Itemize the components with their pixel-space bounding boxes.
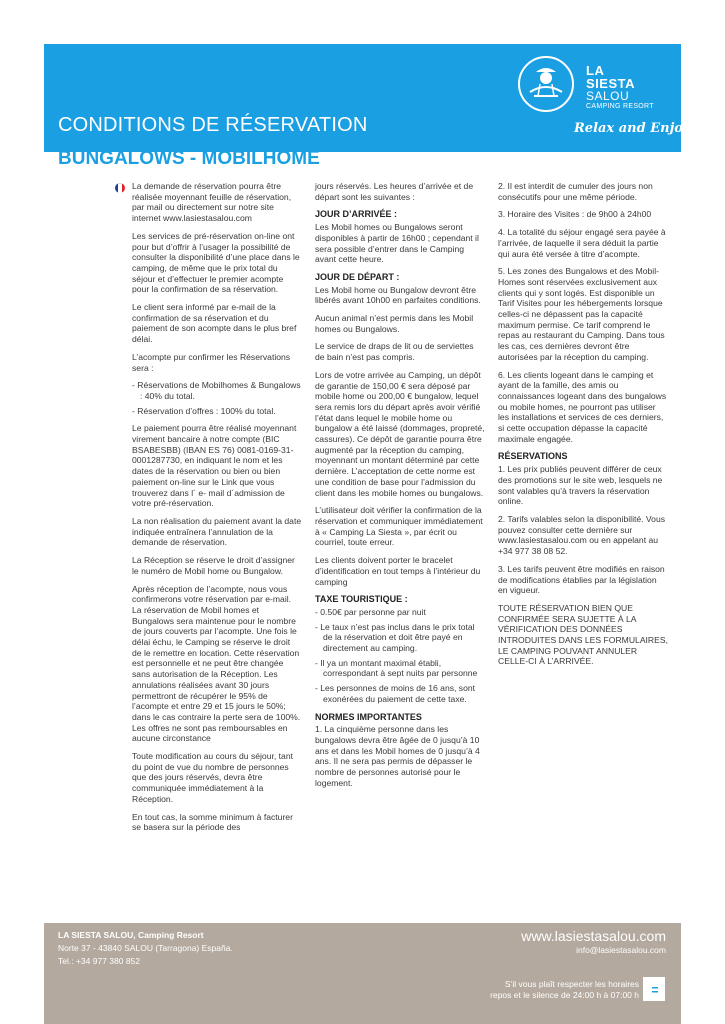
paragraph: Le service de draps de lit ou de serviettes de bain n’est pas compris. — [315, 341, 474, 363]
footer-quiet-hours-line1: S’il vous plaît respecter les horaires — [504, 979, 639, 989]
paragraph: La Réception se réserve le droit d’assigner le numéro de Mobil home ou Bungalow. — [132, 555, 295, 576]
paragraph: Le client sera informé par e-mail de la confirmation de sa réservation et du paiement de son acompte dans le plus bref délai. — [132, 302, 297, 345]
paragraph: Aucun animal n’est permis dans les Mobil homes ou Bungalows. — [315, 313, 474, 334]
column-2 — [315, 181, 485, 795]
deposit-list — [132, 380, 302, 416]
paragraph: Les clients doivent porter le bracelet d’identification en tout temps à l’intérieur du camping — [315, 555, 481, 587]
paragraph: Après réception de l’acompte, nous vous confirmerons votre réservation par e-mail. La réservation de Mobil homes et Bungalows sera maintenue pour le nombre de jours couverts par l’acompte. Une fois le délai échu, le Camping se réserve le droit de le remettre en location. Cette réservation est personnelle et ne peut être changée sans autorisation de la Réception. Les annulations réalisées avant 30 jours permettront de récupérer le 95% de l’acompte et entre 29 et 15 jours le 50%; dans le cas contraire la perte sera de 100%. Les offres ne sont pas remboursables en aucune circonstance — [132, 583, 301, 744]
paragraph: 3. Horaire des Visites : de 9h00 à 24h00 — [498, 209, 652, 220]
paragraph: 4. La totalité du séjour engagé sera payée à l’arrivée, de laquelle il sera déduit la partie qui aura été versée à titre d’acompte. — [498, 227, 666, 259]
footer-quiet-hours-line2: repos et le silence de 24:00 h à 07:00 h — [490, 990, 639, 1000]
page-title: CONDITIONS DE RÉSERVATION — [58, 114, 368, 136]
paragraph: 1. La cinquième personne dans les bungalows devra être âgée de 0 jusqu’à 10 ans et dans les Mobil homes de 0 jusqu’à 4 ans. Il ne sera pas permis de dépasser le nombre de personnes autorisé pour le logement. — [315, 724, 480, 788]
list-item: - Les personnes de moins de 16 ans, sont exonérées du paiement de cette taxe. — [315, 683, 476, 704]
section-heading-reservations: RÉSERVATIONS — [498, 451, 568, 462]
section-heading-departure: JOUR DE DÉPART : — [315, 271, 400, 282]
tax-list — [315, 607, 485, 705]
french-flag-icon — [115, 183, 125, 193]
paragraph: Les Mobil homes ou Bungalows seront disponibles à partir de 16h00 ; cependant il sera possible d’entrer dans le Camping avant cette heure. — [315, 222, 479, 265]
footer-email-link[interactable]: info@lasiestasalou.com — [576, 945, 666, 955]
paragraph: La demande de réservation pourra être réalisée moyennant feuille de réservation, par mail ou directement sur notre site internet www.lasiestasalou.com — [132, 181, 292, 224]
brand-logo — [518, 56, 668, 116]
list-item: - Il ya un montant maximal établi, correspondant à sept nuits par personne — [315, 657, 478, 679]
quiet-hours-moon-icon — [643, 977, 665, 1001]
section-heading-rules: NORMES IMPORTANTES — [315, 711, 422, 722]
paragraph: 3. Les tarifs peuvent être modifiés en raison de modifications établies par la législation en vigueur. — [498, 563, 665, 596]
column-1 — [132, 181, 302, 840]
paragraph: Les services de pré-réservation on-line ont pour but d’offrir à l’usager la possibilité de consulter la disponibilité d’une place dans le camping, de même que le prix total du séjour et d’effectuer le premier acompte pour la confirmation de sa réservation. — [132, 230, 300, 295]
paragraph: L’acompte pur confirmer les Réservations sera : — [132, 351, 291, 373]
logo-text-salou: SALOU — [586, 89, 630, 103]
footer-company: LA SIESTA SALOU, Camping Resort — [58, 930, 204, 940]
paragraph: 2. Tarifs valables selon la disponibilité. Vous pouvez consulter cette dernière sur www.lasiestasalou.com ou en appelant au +34 977 38 08 52. — [498, 513, 666, 557]
logo-emblem-icon — [518, 56, 574, 112]
paragraph: Les Mobil home ou Bungalow devront être libérés avant 10h00 en parfaites conditions. — [315, 284, 481, 306]
paragraph: jours réservés. Les heures d’arrivée et de départ sont les suivantes : — [315, 181, 474, 202]
list-item: - Réservations de Mobilhomes & Bungalows : 40% du total. — [132, 380, 301, 401]
paragraph: 6. Les clients logeant dans le camping et ayant de la famille, des amis ou connaissances logeant dans des bungalows ou mobile homes, ne pourront pas utiliser les installations et services de ces derniers, si cette occupation dépasse la capacité maximale engagée. — [498, 369, 667, 444]
paragraph: 5. Les zones des Bungalows et des Mobil-Homes sont réservées exclusivement aux clients qui y sont logés. Est disponible un Tarif Visites pour les hébergements lorsque celles-ci ne dépassent pas la capacité maximum permise. Ce tarif comprend le repas au restaurant du Camping. Dans tous les cas, ces dernières devront être autorisées par la réception du camping. — [498, 266, 665, 362]
paragraph: Toute modification au cours du séjour, tant du point de vue du nombre de personnes que des jours réservés, devra être communiquée immédiatement à la Réception. — [132, 751, 293, 804]
footer-phone: Tel.: +34 977 380 852 — [58, 956, 140, 966]
column-3 — [498, 181, 668, 674]
paragraph: La non réalisation du paiement avant la date indiquée entraînera l’annulation de la demande de réservation. — [132, 515, 302, 548]
footer-address: Norte 37 - 43840 SALOU (Tarragona) España. — [58, 943, 233, 953]
paragraph: 2. Il est interdit de cumuler des jours non consécutifs pour une même période. — [498, 181, 653, 202]
logo-text-la: LA — [586, 63, 605, 78]
logo-text-resort: CAMPING RESORT — [586, 103, 654, 110]
section-heading-tax: TAXE TOURISTIQUE : — [315, 594, 408, 605]
logo-text-siesta: SIESTA — [586, 76, 635, 91]
footer-website-link[interactable]: www.lasiestasalou.com — [521, 928, 666, 944]
paragraph: L’utilisateur doit vérifier la confirmation de la réservation et communiquer immédiatement à « Camping La Siesta », par écrit ou courriel, toute erreur. — [315, 505, 483, 548]
list-item: - Réservation d’offres : 100% du total. — [132, 405, 276, 416]
paragraph: En tout cas, la somme minimum à facturer se basera sur la période des — [132, 811, 293, 833]
paragraph: Lors de votre arrivée au Camping, un dépôt de garantie de 150,00 € sera déposé par mobile home ou 200,00 € bungalow, lequel sera remis lors du départ après avoir vérifié l’état dans lequel le mobile home ou bungalow a été laissé (dommages, propreté, cassures). Ce dépôt de garantie pourra être augmenté par la réception du camping, moyennant un montant déterminé par cette dernière. L’acceptation de cette norme est une condition de base pour l’admission du client dans les mobile homes ou bungalows. — [315, 369, 485, 498]
section-heading-arrival: JOUR D’ARRIVÉE : — [315, 209, 398, 220]
paragraph: Le paiement pourra être réalisé moyennant virement bancaire à notre compte (BIC BSABESBB) (IBAN ES 76) 0081-0169-31-0001287730, en indiquant le nom et les dates de la réservation ou bien ou bien paiement on-line sur le Link que vous trouverez dans l´ e- mail d´admission de votre pré-réservation. — [132, 423, 297, 509]
paragraph: TOUTE RÉSERVATION BIEN QUE CONFIRMÉE SERA SUJETTE À LA VÉRIFICATION DES DONNÉES INTRODUITES DANS LES FORMULAIRES, LE CAMPING POUVANT ANNULER CELLE-CI À L’ARRIVÉE. — [498, 602, 668, 667]
paragraph: 1. Les prix publiés peuvent différer de ceux des promotions sur le site web, lesquels ne sont valables qu’à travers la réservation online. — [498, 464, 663, 507]
list-item: - Le taux n’est pas inclus dans le prix total de la réservation et doit être payé en directement au camping. — [315, 621, 475, 654]
list-item: - 0.50€ par personne par nuit — [315, 606, 426, 617]
brand-tagline: Relax and Enjoy — [574, 121, 691, 136]
page-subtitle: BUNGALOWS - MOBILHOME — [58, 148, 320, 169]
